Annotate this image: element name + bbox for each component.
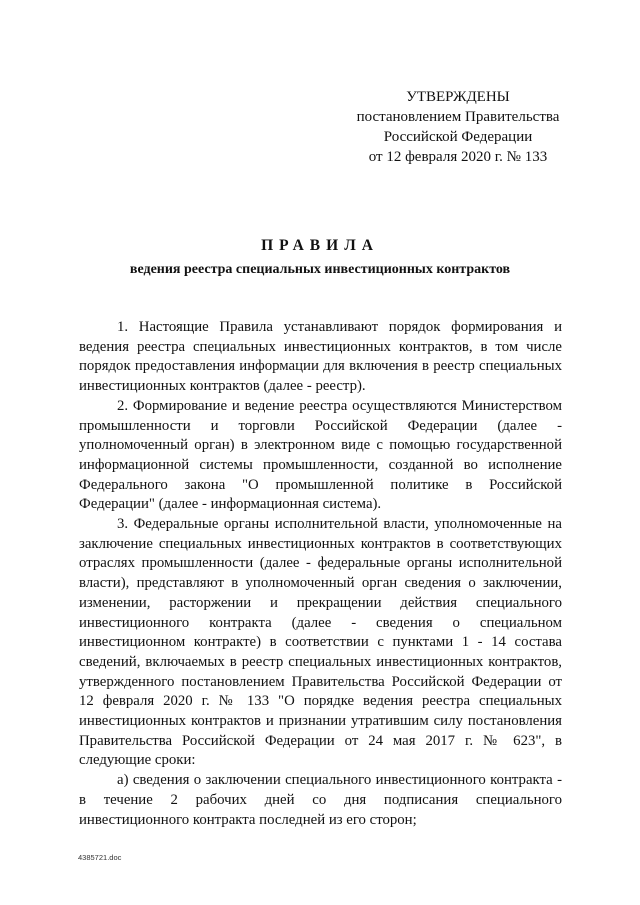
document-body bbox=[79, 318, 562, 830]
paragraph-1: 1. Настоящие Правила устанавливают порядок формирования и ведения реестра специальных инвестиционных контрактов, в том числе порядок предоставления информации для включения в реестр специальных инвестиционных контрактов (далее - реестр). bbox=[79, 319, 562, 395]
approval-block bbox=[330, 87, 586, 167]
approval-line: постановлением Правительства bbox=[356, 109, 560, 125]
approval-line: Российской Федерации bbox=[383, 129, 533, 145]
approval-date: от 12 февраля 2020 г. № 133 bbox=[368, 149, 548, 165]
paragraph-3: 3. Федеральные органы исполнительной власти, уполномоченные на заключение специальных инвестиционных контрактов в соответствующих отраслях промышленности (далее - федеральные органы исполнительной власти), представляют в уполномоченный орган сведения о заключении, изменении, расторжении и прекращении действия специального инвестиционного контракта (далее - сведения о специальном инвестиционном контракте) в соответствии с пунктами 1 - 14 состава сведений, включаемых в реестр специальных инвестиционных контрактов, утвержденного постановлением Правительства Российской Федерации от 12 февраля 2020 г. № 133 "О порядке ведения реестра специальных инвестиционных контрактов и признании утратившим силу постановления Правительства Российской Федерации от 24 мая 2017 г. № 623", в следующие сроки: bbox=[79, 516, 562, 769]
document-title: ПРАВИЛА bbox=[261, 237, 379, 254]
document-subtitle: ведения реестра специальных инвестиционных контрактов bbox=[129, 262, 511, 277]
file-name-footer: 4385721.doc bbox=[78, 853, 122, 862]
paragraph-3a: а) сведения о заключении специального инвестиционного контракта - в течение 2 рабочих дней со дня подписания специального инвестиционного контракта последней из его сторон; bbox=[79, 772, 562, 828]
approval-title: УТВЕРЖДЕНЫ bbox=[406, 89, 510, 105]
paragraph-2: 2. Формирование и ведение реестра осуществляются Министерством промышленности и торговли Российской Федерации (далее - уполномоченный орган) в электронном виде с помощью государственной информационной системы промышленности, созданной во исполнение Федерального закона "О промышленной политике в Российской Федерации" (далее - информационная система). bbox=[79, 397, 562, 513]
